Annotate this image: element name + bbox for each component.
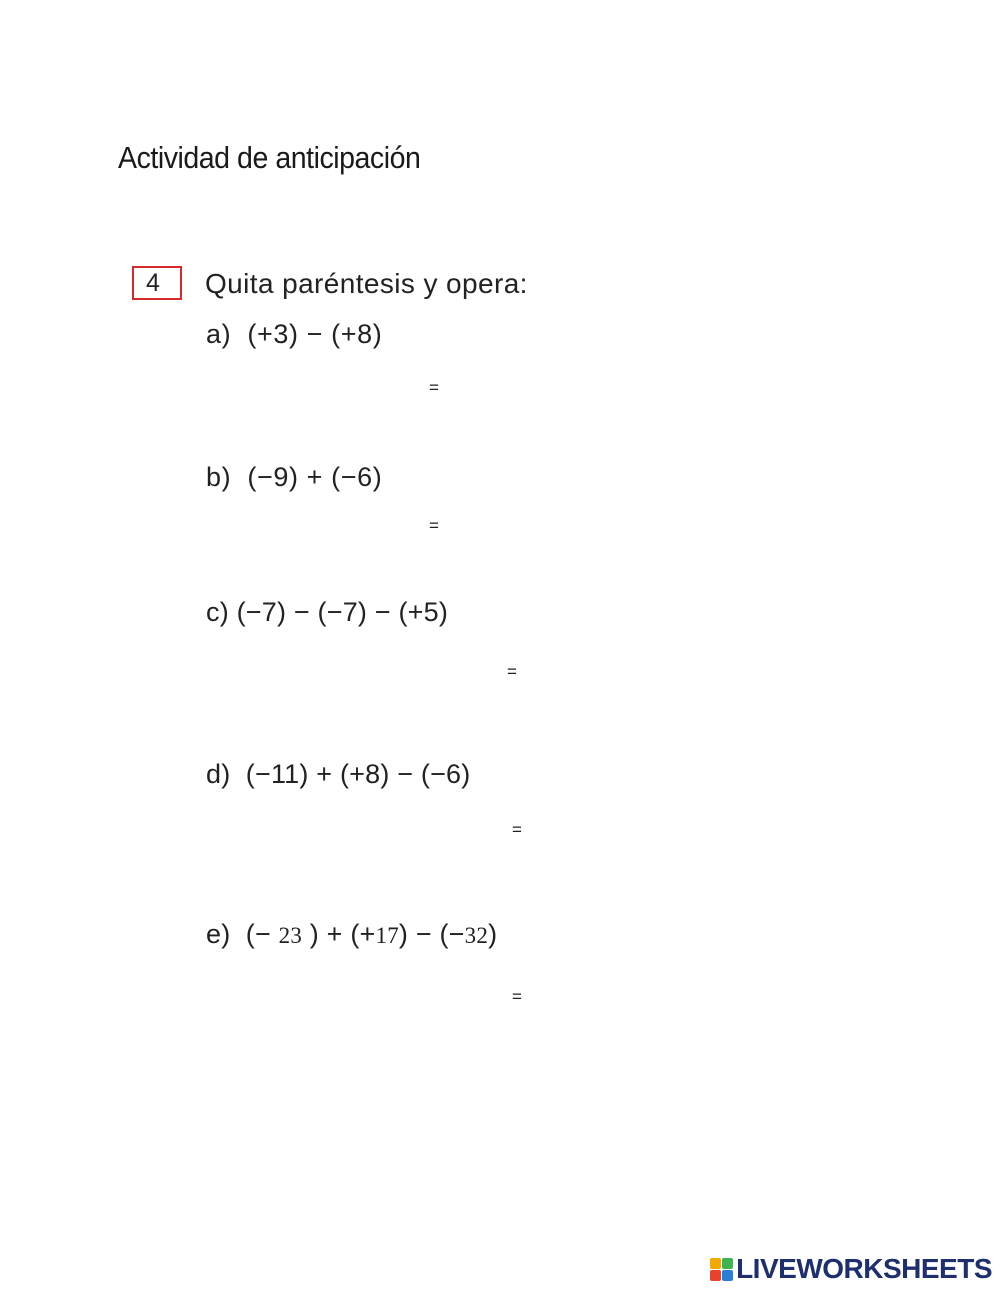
- item-e-answer-input[interactable]: [531, 985, 655, 1009]
- item-a-expression: a) (+3) − (+8): [206, 319, 383, 349]
- item-e-number-3: 32: [464, 923, 489, 948]
- item-d-equals: =: [512, 820, 522, 839]
- item-e-expression: [206, 919, 497, 950]
- item-c-answer-input[interactable]: [526, 660, 650, 684]
- liveworksheets-brand: [710, 1253, 992, 1285]
- item-e-suffix: ): [488, 919, 498, 949]
- logo-square-3: [710, 1270, 721, 1281]
- item-e-equals: =: [512, 987, 522, 1006]
- item-c-equals: =: [507, 662, 517, 681]
- exercise-instruction: Quita paréntesis y opera:: [205, 268, 528, 299]
- item-e-mid-2: ) − (−: [398, 919, 465, 949]
- item-b-equals: =: [429, 516, 439, 535]
- item-b-expression: b) (−9) + (−6): [206, 462, 383, 492]
- item-e-mid-1: ) + (+: [302, 919, 376, 949]
- item-e-number-2: 17: [375, 923, 399, 948]
- item-a-equals: =: [429, 378, 439, 397]
- item-e-number-1: 23: [278, 923, 303, 948]
- item-e-prefix: e) (−: [206, 919, 279, 949]
- liveworksheets-logo-icon: [710, 1258, 733, 1281]
- item-b-answer-input[interactable]: [448, 514, 572, 538]
- page-title: Actividad de anticipación: [118, 140, 421, 175]
- item-d-answer-input[interactable]: [531, 818, 655, 842]
- logo-square-1: [710, 1258, 721, 1269]
- brand-text: LIVEWORKSHEETS: [736, 1253, 992, 1284]
- exercise-number-box: 4: [132, 266, 182, 300]
- logo-square-2: [722, 1258, 733, 1269]
- logo-square-4: [722, 1270, 733, 1281]
- item-a-answer-input[interactable]: [448, 376, 572, 400]
- item-c-expression: c) (−7) − (−7) − (+5): [206, 597, 449, 627]
- item-d-expression: d) (−11) + (+8) − (−6): [206, 759, 471, 789]
